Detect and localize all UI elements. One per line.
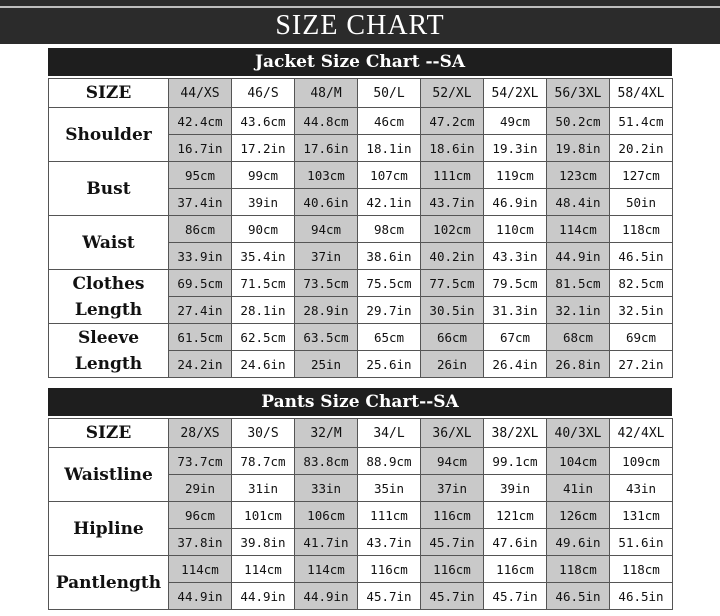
- pants-in-value: 46.5in: [547, 583, 610, 610]
- pants-cm-value: 94cm: [421, 448, 484, 475]
- jacket-in-value: 44.9in: [547, 243, 610, 270]
- pants-cm-value: 73.7cm: [169, 448, 232, 475]
- jacket-measure-label-0: [49, 108, 169, 162]
- jacket-in-value: 20.2in: [610, 135, 673, 162]
- jacket-cm-value: 43.6cm: [232, 108, 295, 135]
- jacket-size-6: 56/3XL: [547, 79, 610, 108]
- jacket-cm-value: 123cm: [547, 162, 610, 189]
- jacket-row-1-cm: [49, 162, 673, 189]
- jacket-cm-value: 127cm: [610, 162, 673, 189]
- jacket-in-value: 27.2in: [610, 351, 673, 378]
- jacket-in-value: 26.4in: [484, 351, 547, 378]
- pants-section-heading: Pants Size Chart--SA: [48, 388, 672, 416]
- jacket-measure-label-3: [49, 270, 169, 324]
- jacket-in-value: 35.4in: [232, 243, 295, 270]
- pants-cm-value: 116cm: [421, 502, 484, 529]
- jacket-in-value: 26.8in: [547, 351, 610, 378]
- jacket-in-value: 26in: [421, 351, 484, 378]
- pants-in-value: 43in: [610, 475, 673, 502]
- jacket-cm-value: 118cm: [610, 216, 673, 243]
- jacket-size-5: 54/2XL: [484, 79, 547, 108]
- pants-in-value: 41in: [547, 475, 610, 502]
- pants-cm-value: 114cm: [169, 556, 232, 583]
- jacket-cm-value: 103cm: [295, 162, 358, 189]
- pants-size-4: 36/XL: [421, 419, 484, 448]
- jacket-in-value: 25in: [295, 351, 358, 378]
- jacket-cm-value: 110cm: [484, 216, 547, 243]
- jacket-in-value: 37in: [295, 243, 358, 270]
- title-banner: [0, 0, 720, 44]
- jacket-cm-value: 69cm: [610, 324, 673, 351]
- jacket-in-value: 30.5in: [421, 297, 484, 324]
- jacket-cm-value: 68cm: [547, 324, 610, 351]
- jacket-cm-value: 119cm: [484, 162, 547, 189]
- jacket-cm-value: 77.5cm: [421, 270, 484, 297]
- pants-cm-value: 121cm: [484, 502, 547, 529]
- pants-cm-value: 83.8cm: [295, 448, 358, 475]
- jacket-cm-value: 95cm: [169, 162, 232, 189]
- jacket-in-value: 29.7in: [358, 297, 421, 324]
- jacket-measure-label-line: Sleeve: [77, 327, 140, 348]
- jacket-cm-value: 62.5cm: [232, 324, 295, 351]
- pants-cm-value: 99.1cm: [484, 448, 547, 475]
- jacket-cm-value: 69.5cm: [169, 270, 232, 297]
- jacket-in-value: 17.2in: [232, 135, 295, 162]
- jacket-in-value: 40.6in: [295, 189, 358, 216]
- jacket-row-0-cm: [49, 108, 673, 135]
- jacket-size-4: 52/XL: [421, 79, 484, 108]
- pants-in-value: 43.7in: [358, 529, 421, 556]
- pants-in-value: 49.6in: [547, 529, 610, 556]
- pants-cm-value: 104cm: [547, 448, 610, 475]
- jacket-cm-value: 99cm: [232, 162, 295, 189]
- pants-measure-label-line: Waistline: [64, 464, 153, 485]
- jacket-in-value: 24.6in: [232, 351, 295, 378]
- pants-cm-value: 114cm: [295, 556, 358, 583]
- jacket-measure-label-line: Clothes: [72, 273, 145, 294]
- jacket-cm-value: 61.5cm: [169, 324, 232, 351]
- pants-cm-value: 78.7cm: [232, 448, 295, 475]
- jacket-measure-label-line: Waist: [82, 232, 135, 253]
- jacket-cm-value: 107cm: [358, 162, 421, 189]
- jacket-in-value: 33.9in: [169, 243, 232, 270]
- jacket-cm-value: 75.5cm: [358, 270, 421, 297]
- pants-cm-value: 116cm: [484, 556, 547, 583]
- pants-cm-value: 109cm: [610, 448, 673, 475]
- jacket-in-value: 42.1in: [358, 189, 421, 216]
- pants-in-value: 37.8in: [169, 529, 232, 556]
- pants-in-value: 45.7in: [358, 583, 421, 610]
- pants-in-value: 39.8in: [232, 529, 295, 556]
- jacket-in-value: 40.2in: [421, 243, 484, 270]
- jacket-cm-value: 73.5cm: [295, 270, 358, 297]
- jacket-in-value: 16.7in: [169, 135, 232, 162]
- jacket-size-3: 50/L: [358, 79, 421, 108]
- jacket-cm-value: 46cm: [358, 108, 421, 135]
- jacket-in-value: 46.5in: [610, 243, 673, 270]
- jacket-in-value: 19.3in: [484, 135, 547, 162]
- jacket-size-table: [48, 78, 673, 378]
- pants-in-value: 39in: [484, 475, 547, 502]
- pants-measure-label-2: [49, 556, 169, 610]
- pants-measure-label-1: [49, 502, 169, 556]
- pants-measure-label-0: [49, 448, 169, 502]
- banner-rule: [0, 6, 720, 8]
- pants-in-value: 45.7in: [421, 529, 484, 556]
- jacket-size-7: 58/4XL: [610, 79, 673, 108]
- jacket-in-value: 38.6in: [358, 243, 421, 270]
- jacket-in-value: 17.6in: [295, 135, 358, 162]
- pants-size-table: [48, 418, 673, 610]
- pants-in-value: 46.5in: [610, 583, 673, 610]
- pants-in-value: 51.6in: [610, 529, 673, 556]
- pants-row-1-cm: [49, 502, 673, 529]
- pants-in-value: 29in: [169, 475, 232, 502]
- jacket-measure-label-1: [49, 162, 169, 216]
- jacket-measure-label-line: Bust: [86, 178, 131, 199]
- pants-size-3: 34/L: [358, 419, 421, 448]
- pants-in-value: 44.9in: [169, 583, 232, 610]
- pants-size-1: 30/S: [232, 419, 295, 448]
- pants-cm-value: 118cm: [610, 556, 673, 583]
- jacket-in-value: 28.1in: [232, 297, 295, 324]
- jacket-in-value: 31.3in: [484, 297, 547, 324]
- jacket-cm-value: 102cm: [421, 216, 484, 243]
- pants-cm-value: 114cm: [232, 556, 295, 583]
- jacket-size-header-row: [49, 79, 673, 108]
- jacket-in-value: 50in: [610, 189, 673, 216]
- pants-cm-value: 118cm: [547, 556, 610, 583]
- jacket-cm-value: 42.4cm: [169, 108, 232, 135]
- jacket-cm-value: 49cm: [484, 108, 547, 135]
- pants-cm-value: 116cm: [421, 556, 484, 583]
- jacket-cm-value: 114cm: [547, 216, 610, 243]
- pants-in-value: 31in: [232, 475, 295, 502]
- jacket-in-value: 32.5in: [610, 297, 673, 324]
- jacket-size-1: 46/S: [232, 79, 295, 108]
- pants-size-header-row: [49, 419, 673, 448]
- pants-in-value: 41.7in: [295, 529, 358, 556]
- jacket-cm-value: 71.5cm: [232, 270, 295, 297]
- jacket-row-4-cm: [49, 324, 673, 351]
- pants-size-7: 42/4XL: [610, 419, 673, 448]
- pants-size-5: 38/2XL: [484, 419, 547, 448]
- jacket-in-value: 25.6in: [358, 351, 421, 378]
- jacket-in-value: 19.8in: [547, 135, 610, 162]
- jacket-cm-value: 67cm: [484, 324, 547, 351]
- jacket-in-value: 39in: [232, 189, 295, 216]
- jacket-cm-value: 81.5cm: [547, 270, 610, 297]
- jacket-measure-label-line: Length: [74, 353, 143, 374]
- jacket-cm-value: 79.5cm: [484, 270, 547, 297]
- jacket-in-value: 43.7in: [421, 189, 484, 216]
- jacket-cm-value: 44.8cm: [295, 108, 358, 135]
- jacket-in-value: 46.9in: [484, 189, 547, 216]
- jacket-in-value: 24.2in: [169, 351, 232, 378]
- pants-in-value: 45.7in: [484, 583, 547, 610]
- jacket-cm-value: 94cm: [295, 216, 358, 243]
- jacket-size-2: 48/M: [295, 79, 358, 108]
- jacket-size-0: 44/XS: [169, 79, 232, 108]
- pants-cm-value: 111cm: [358, 502, 421, 529]
- pants-size-label: SIZE: [49, 419, 169, 448]
- jacket-measure-label-2: [49, 216, 169, 270]
- pants-size-6: 40/3XL: [547, 419, 610, 448]
- pants-in-value: 44.9in: [232, 583, 295, 610]
- pants-cm-value: 96cm: [169, 502, 232, 529]
- jacket-row-2-cm: [49, 216, 673, 243]
- jacket-measure-label-line: Shoulder: [65, 124, 152, 145]
- jacket-in-value: 18.1in: [358, 135, 421, 162]
- jacket-cm-value: 63.5cm: [295, 324, 358, 351]
- pants-in-value: 35in: [358, 475, 421, 502]
- jacket-cm-value: 50.2cm: [547, 108, 610, 135]
- jacket-in-value: 28.9in: [295, 297, 358, 324]
- jacket-in-value: 27.4in: [169, 297, 232, 324]
- jacket-cm-value: 51.4cm: [610, 108, 673, 135]
- jacket-measure-label-line: Length: [74, 299, 143, 320]
- pants-cm-value: 116cm: [358, 556, 421, 583]
- jacket-section-heading: Jacket Size Chart --SA: [48, 48, 672, 76]
- pants-cm-value: 131cm: [610, 502, 673, 529]
- jacket-cm-value: 65cm: [358, 324, 421, 351]
- pants-in-value: 47.6in: [484, 529, 547, 556]
- pants-measure-label-line: Pantlength: [55, 572, 162, 593]
- pants-cm-value: 106cm: [295, 502, 358, 529]
- page-title: SIZE CHART: [275, 10, 445, 41]
- pants-in-value: 45.7in: [421, 583, 484, 610]
- jacket-in-value: 32.1in: [547, 297, 610, 324]
- pants-in-value: 37in: [421, 475, 484, 502]
- jacket-cm-value: 90cm: [232, 216, 295, 243]
- pants-in-value: 33in: [295, 475, 358, 502]
- jacket-in-value: 18.6in: [421, 135, 484, 162]
- jacket-cm-value: 111cm: [421, 162, 484, 189]
- pants-cm-value: 126cm: [547, 502, 610, 529]
- pants-size-0: 28/XS: [169, 419, 232, 448]
- jacket-cm-value: 66cm: [421, 324, 484, 351]
- jacket-cm-value: 98cm: [358, 216, 421, 243]
- pants-size-2: 32/M: [295, 419, 358, 448]
- jacket-cm-value: 47.2cm: [421, 108, 484, 135]
- pants-measure-label-line: Hipline: [73, 518, 144, 539]
- pants-row-0-cm: [49, 448, 673, 475]
- jacket-in-value: 37.4in: [169, 189, 232, 216]
- jacket-cm-value: 82.5cm: [610, 270, 673, 297]
- pants-row-2-cm: [49, 556, 673, 583]
- jacket-size-label: SIZE: [49, 79, 169, 108]
- pants-in-value: 44.9in: [295, 583, 358, 610]
- pants-cm-value: 101cm: [232, 502, 295, 529]
- jacket-row-3-cm: [49, 270, 673, 297]
- jacket-in-value: 48.4in: [547, 189, 610, 216]
- pants-cm-value: 88.9cm: [358, 448, 421, 475]
- jacket-in-value: 43.3in: [484, 243, 547, 270]
- jacket-cm-value: 86cm: [169, 216, 232, 243]
- jacket-measure-label-4: [49, 324, 169, 378]
